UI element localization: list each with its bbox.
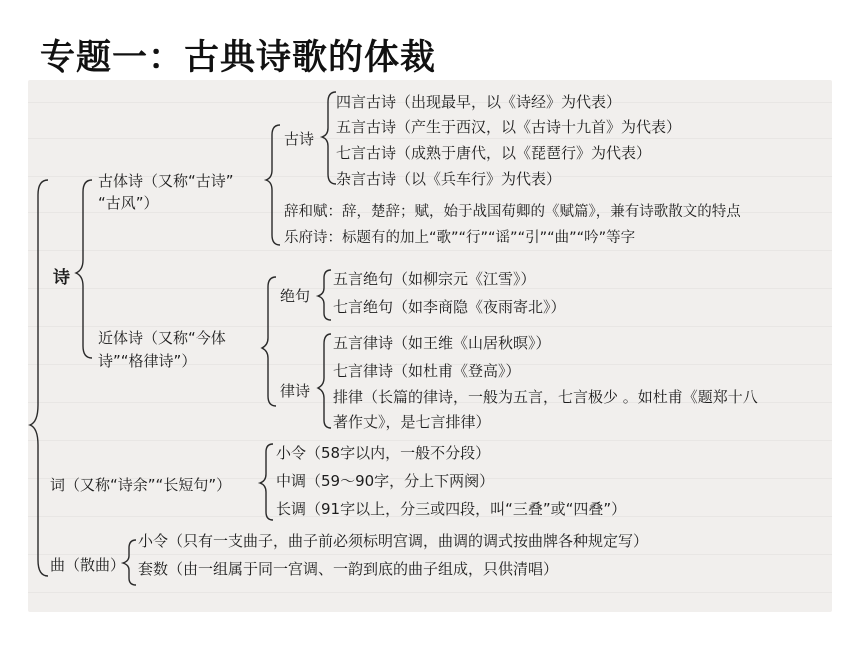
qu-item: 套数（由一组属于同一宫调、一韵到底的曲子组成，只供清唱） [138,560,559,578]
gushi-item: 四言古诗（出现最早，以《诗经》为代表） [336,93,622,111]
node-lvshi: 律诗 [280,382,311,400]
node-jinti-line2: 诗”“格律诗”） [98,352,197,370]
node-jinti-line1: 近体诗（又称“今体 [98,329,226,347]
node-shi: 诗 [53,268,70,288]
node-cifu: 辞和赋：辞，楚辞；赋，始于战国荀卿的《赋篇》，兼有诗歌散文的特点 [284,204,741,220]
node-guti-line2: “古风”） [98,194,159,212]
node-jueju: 绝句 [280,287,311,305]
gushi-item: 杂言古诗（以《兵车行》为代表） [336,170,562,188]
node-qu: 曲（散曲） [50,556,126,574]
gushi-item: 五言古诗（产生于西汉，以《古诗十九首》为代表） [336,118,682,136]
jueju-brace [318,270,331,320]
gushi-brace [322,92,336,184]
ci-brace [260,444,273,520]
jueju-item: 五言绝句（如柳宗元《江雪》） [333,270,536,288]
ci-item: 长调（91字以上，分三或四段，叫“三叠”或“四叠”） [276,500,627,518]
ci-item: 小令（58字以内，一般不分段） [276,444,491,462]
page-title: 专题一：古典诗歌的体裁 [40,38,437,78]
node-guti-line1: 古体诗（又称“古诗” [98,172,234,190]
node-yuefu: 乐府诗：标题有的加上“歌”“行”“谣”“引”“曲”“吟”等字 [284,230,636,246]
guti-brace [266,125,280,245]
pailv-line2: 著作丈》，是七言排律） [333,413,491,431]
qu-item: 小令（只有一支曲子，曲子前必须标明宫调，曲调的调式按曲牌各种规定写） [138,532,649,550]
ci-item: 中调（59～90字，分上下两阕） [276,472,495,490]
node-ci: 词（又称“诗余”“长短句”） [50,476,232,494]
gushi-item: 七言古诗（成熟于唐代，以《琵琶行》为代表） [336,144,652,162]
lvshi-brace [318,334,331,428]
main-brace [30,180,48,576]
jinti-brace [262,277,276,406]
lvshi-item: 七言律诗（如杜甫《登高》） [333,362,521,380]
lvshi-item: 五言律诗（如王维《山居秋暝》） [333,334,551,352]
shi-brace [76,180,92,358]
jueju-item: 七言绝句（如李商隐《夜雨寄北》） [333,298,566,316]
pailv-line1: 排律（长篇的律诗，一般为五言，七言极少 。如杜甫《题郑十八 [333,388,758,406]
scanned-diagram [28,80,832,612]
node-gushi: 古诗 [284,130,315,148]
